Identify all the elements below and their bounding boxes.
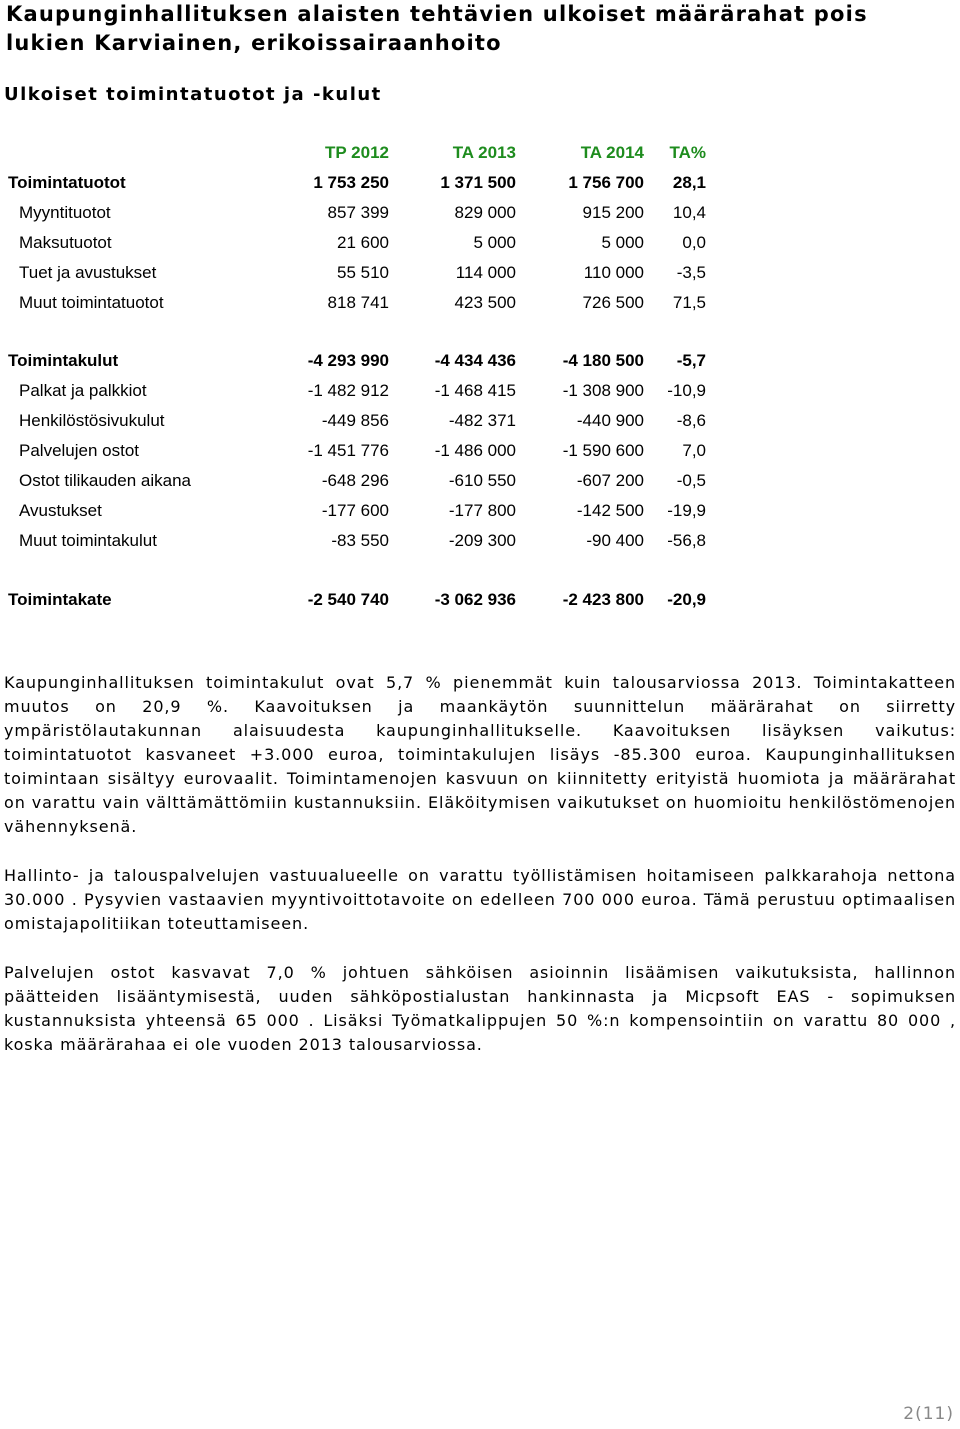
table-row <box>0 436 960 466</box>
cell-ta2014: -1 590 600 <box>562 441 644 460</box>
cell-tp2012: -2 540 740 <box>307 590 389 609</box>
cell-ta-percent: -19,9 <box>667 501 706 520</box>
table-row <box>0 526 960 556</box>
cell-ta2013: -1 486 000 <box>434 441 516 460</box>
page-number: 2(11) <box>903 1404 954 1424</box>
paragraph-hallinto: Hallinto- ja talouspalvelujen vastuualueelle on varattu työllistämisen hoitamiseen palkkarahoja nettona 30.000 . Pysyvien vastaavien myyntivoittotavoite on edelleen 700 000 euroa. Tämä perustuu optimaalisen omistajapolitiikan toteuttamiseen. <box>4 866 956 933</box>
cell-tp2012: 1 753 250 <box>313 173 389 192</box>
table-row <box>0 258 960 288</box>
paragraph-palvelujen-ostot: Palvelujen ostot kasvavat 7,0 % johtuen sähköisen asioinnin lisäämisen vaikutuksista, hallinnon päätteiden lisääntymisestä, uuden sähköpostialustan hankinnasta ja Micpsoft EAS - sopimuksen kustannuksista yhteensä 65 000 . Lisäksi Työmatkalippujen 50 %:n kompensointiin on varattu 80 000 , koska määrärahaa ei ole vuoden 2013 talousarviossa. <box>4 963 956 1054</box>
cell-ta-percent: 0,0 <box>682 233 706 252</box>
cell-ta2014: -1 308 900 <box>562 381 644 400</box>
row-label: Palvelujen ostot <box>19 441 140 460</box>
cell-ta-percent: 7,0 <box>682 441 706 460</box>
table-row <box>0 346 960 376</box>
cell-tp2012: -648 296 <box>321 471 389 490</box>
cell-ta2014: 110 000 <box>583 263 644 282</box>
row-label: Myyntituotot <box>19 203 111 222</box>
row-label: Ostot tilikauden aikana <box>19 471 191 490</box>
cell-ta2013: 5 000 <box>473 233 516 252</box>
cell-ta-percent: -8,6 <box>676 411 706 430</box>
cell-ta2013: -209 300 <box>448 531 516 550</box>
table-row <box>0 168 960 198</box>
header-ta2013: TA 2013 <box>452 143 516 162</box>
row-label: Henkilöstösivukulut <box>19 411 165 430</box>
table-row <box>0 585 960 615</box>
row-label: Tuet ja avustukset <box>19 263 157 282</box>
cell-ta-percent: -3,5 <box>676 263 706 282</box>
cell-tp2012: -1 482 912 <box>307 381 389 400</box>
row-label: Muut toimintakulut <box>19 531 157 550</box>
cell-ta2014: 5 000 <box>601 233 644 252</box>
row-label: Avustukset <box>19 501 102 520</box>
cell-tp2012: -177 600 <box>321 501 389 520</box>
cell-ta2014: -90 400 <box>586 531 644 550</box>
cell-ta2013: -177 800 <box>448 501 516 520</box>
row-label: Toimintatuotot <box>8 173 126 192</box>
cell-ta2013: 1 371 500 <box>440 173 516 192</box>
cell-ta2014: 915 200 <box>582 203 644 222</box>
cell-tp2012: 818 741 <box>327 293 389 312</box>
cell-ta2014: 726 500 <box>582 293 644 312</box>
cell-ta2013: 423 500 <box>454 293 516 312</box>
cell-ta-percent: 71,5 <box>672 293 706 312</box>
cell-ta2013: -1 468 415 <box>434 381 516 400</box>
header-ta2014: TA 2014 <box>580 143 644 162</box>
table-header-row <box>0 138 960 168</box>
cell-ta-percent: 10,4 <box>672 203 706 222</box>
cell-tp2012: -83 550 <box>331 531 389 550</box>
section-subtitle: Ulkoiset toimintatuotot ja -kulut <box>4 84 382 105</box>
cell-ta2013: -4 434 436 <box>434 351 516 370</box>
cell-ta-percent: -56,8 <box>667 531 706 550</box>
header-tp2012: TP 2012 <box>325 143 389 162</box>
cell-ta2013: -482 371 <box>448 411 516 430</box>
row-label: Maksutuotot <box>19 233 112 252</box>
cell-tp2012: -4 293 990 <box>307 351 389 370</box>
table-row <box>0 376 960 406</box>
cell-ta2013: -3 062 936 <box>434 590 516 609</box>
cell-ta-percent: -10,9 <box>667 381 706 400</box>
table-row <box>0 496 960 526</box>
table-row <box>0 228 960 258</box>
cell-ta2013: 114 000 <box>455 263 516 282</box>
cell-ta2014: -2 423 800 <box>562 590 644 609</box>
table-row <box>0 288 960 318</box>
cell-ta-percent: -5,7 <box>676 351 706 370</box>
header-ta-percent: TA% <box>669 143 706 162</box>
cell-tp2012: -1 451 776 <box>307 441 389 460</box>
cell-ta2013: 829 000 <box>454 203 516 222</box>
cell-ta-percent: -20,9 <box>667 590 706 609</box>
table-row <box>0 198 960 228</box>
table-row <box>0 406 960 436</box>
cell-tp2012: 857 399 <box>327 203 389 222</box>
row-label: Muut toimintatuotot <box>19 293 164 312</box>
paragraph-summary: Kaupunginhallituksen toimintakulut ovat 5,7 % pienemmät kuin talousarviossa 2013. Toimintakatteen muutos on 20,9 %. Kaavoituksen ja maankäytön suunnittelun määrärahat on siirretty ympäristölautakunnan alaisuudesta kaupunginhallitukselle. Kaavoituksen lisäyksen vaikutus: toimintatuotot kasvaneet +3.000 euroa, toimintakulujen lisäys -85.300 euroa. Kaupunginhallituksen toimintaan sisältyy eurovaalit. Toimintamenojen kasvuun on kiinnitetty erityistä huomiota ja määrärahat on varattu vain välttämättömiin kustannuksiin. Eläköitymisen vaikutukset on huomioitu henkilöstömenojen vähennyksenä. <box>4 673 956 836</box>
cell-tp2012: 21 600 <box>337 233 389 252</box>
cell-ta2014: 1 756 700 <box>568 173 644 192</box>
table-row <box>0 466 960 496</box>
row-label: Toimintakate <box>8 590 112 609</box>
cell-ta-percent: 28,1 <box>672 173 706 192</box>
cell-ta2014: -4 180 500 <box>562 351 644 370</box>
page-title: Kaupunginhallituksen alaisten tehtävien ulkoiset määrärahat pois lukien Karviainen, erikoissairaanhoito <box>6 2 868 55</box>
cell-ta2014: -440 900 <box>576 411 644 430</box>
cell-ta2014: -142 500 <box>576 501 644 520</box>
row-label: Palkat ja palkkiot <box>19 381 147 400</box>
cell-tp2012: 55 510 <box>337 263 389 282</box>
cell-ta2014: -607 200 <box>576 471 644 490</box>
row-label: Toimintakulut <box>8 351 119 370</box>
cell-ta-percent: -0,5 <box>676 471 706 490</box>
cell-ta2013: -610 550 <box>448 471 516 490</box>
cell-tp2012: -449 856 <box>321 411 389 430</box>
